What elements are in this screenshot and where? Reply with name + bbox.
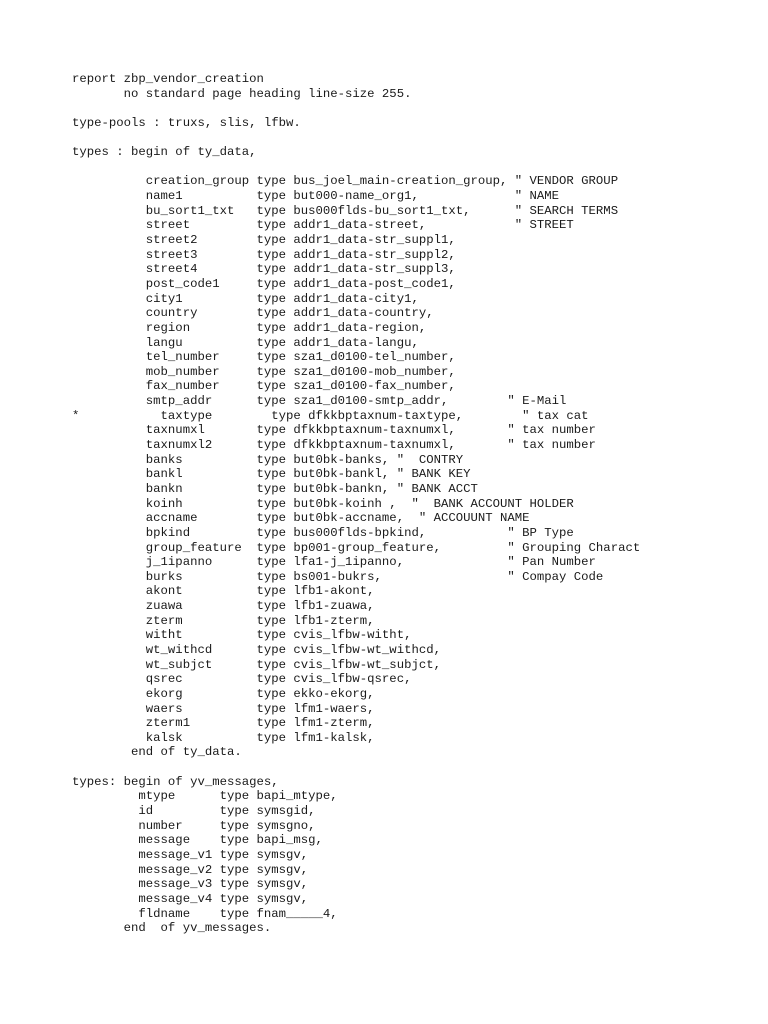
code-line [72, 131, 640, 146]
code-line: wt_withcd type cvis_lfbw-wt_withcd, [72, 642, 441, 657]
code-line: bpkind type bus000flds-bpkind, " BP Type [72, 525, 574, 540]
code-line: types: begin of yv_messages, [72, 774, 279, 789]
code-line: taxnumxl2 type dfkkbptaxnum-taxnumxl, " tax number [72, 438, 596, 453]
code-line: mtype type bapi_mtype, [72, 789, 338, 804]
code-line: tel_number type sza1_d0100-tel_number, [72, 350, 456, 365]
code-line: akont type lfb1-akont, [72, 584, 375, 599]
code-line: smtp_addr type sza1_d0100-smtp_addr, " E-Mail [72, 394, 567, 409]
code-listing [72, 72, 640, 936]
code-line: fldname type fnam_____4, [72, 906, 338, 921]
code-line: street3 type addr1_data-str_suppl2, [72, 247, 456, 262]
code-line: accname type but0bk-accname, " ACCOUUNT NAME [72, 511, 530, 526]
code-line: type-pools : truxs, slis, lfbw. [72, 115, 301, 130]
code-line: ekorg type ekko-ekorg, [72, 686, 375, 701]
code-line: street2 type addr1_data-str_suppl1, [72, 233, 456, 248]
code-line: burks type bs001-bukrs, " Compay Code [72, 569, 604, 584]
code-line: city1 type addr1_data-city1, [72, 291, 419, 306]
code-line: kalsk type lfm1-kalsk, [72, 730, 375, 745]
code-line: banks type but0bk-banks, " CONTRY [72, 452, 464, 467]
code-line: group_feature type bp001-group_feature, " Grouping Charact [72, 540, 641, 555]
code-line: creation_group type bus_joel_main-creation_group, " VENDOR GROUP [72, 174, 619, 189]
code-line: witht type cvis_lfbw-witht, [72, 628, 412, 643]
code-line: post_code1 type addr1_data-post_code1, [72, 276, 456, 291]
code-line [72, 101, 640, 116]
code-line: end of ty_data. [72, 745, 242, 760]
code-line: taxnumxl type dfkkbptaxnum-taxnumxl, " tax number [72, 423, 596, 438]
code-line: street4 type addr1_data-str_suppl3, [72, 262, 456, 277]
code-line: wt_subjct type cvis_lfbw-wt_subjct, [72, 657, 441, 672]
code-line: fax_number type sza1_d0100-fax_number, [72, 379, 456, 394]
code-line: report zbp_vendor_creation [72, 72, 264, 86]
code-line: zterm type lfb1-zterm, [72, 613, 375, 628]
code-line: koinh type but0bk-koinh , " BANK ACCOUNT HOLDER [72, 496, 574, 511]
code-line-comment: * taxtype type dfkkbptaxnum-taxtype, " tax cat [72, 408, 589, 423]
code-line: message_v3 type symsgv, [72, 877, 309, 892]
code-line [72, 760, 640, 775]
code-line: zuawa type lfb1-zuawa, [72, 599, 375, 614]
code-line: message_v1 type symsgv, [72, 847, 309, 862]
code-line: zterm1 type lfm1-zterm, [72, 716, 375, 731]
code-line: country type addr1_data-country, [72, 306, 434, 321]
code-line: id type symsgid, [72, 804, 316, 819]
code-line: mob_number type sza1_d0100-mob_number, [72, 364, 456, 379]
code-line: number type symsgno, [72, 818, 316, 833]
code-line [72, 160, 640, 175]
code-line: j_1ipanno type lfa1-j_1ipanno, " Pan Number [72, 555, 596, 570]
code-line: region type addr1_data-region, [72, 320, 427, 335]
code-line: types : begin of ty_data, [72, 145, 257, 160]
code-line: qsrec type cvis_lfbw-qsrec, [72, 672, 412, 687]
code-line: street type addr1_data-street, " STREET [72, 218, 574, 233]
code-line: langu type addr1_data-langu, [72, 335, 419, 350]
code-line: message type bapi_msg, [72, 833, 323, 848]
code-line: no standard page heading line-size 255. [72, 86, 412, 101]
code-line: waers type lfm1-waers, [72, 701, 375, 716]
code-line: name1 type but000-name_org1, " NAME [72, 189, 560, 204]
code-line: end of yv_messages. [72, 921, 272, 936]
code-line: message_v4 type symsgv, [72, 891, 309, 906]
code-line: bu_sort1_txt type bus000flds-bu_sort1_txt, " SEARCH TERMS [72, 203, 619, 218]
code-line: bankn type but0bk-bankn, " BANK ACCT [72, 481, 478, 496]
code-line: message_v2 type symsgv, [72, 862, 309, 877]
code-line: bankl type but0bk-bankl, " BANK KEY [72, 467, 471, 482]
